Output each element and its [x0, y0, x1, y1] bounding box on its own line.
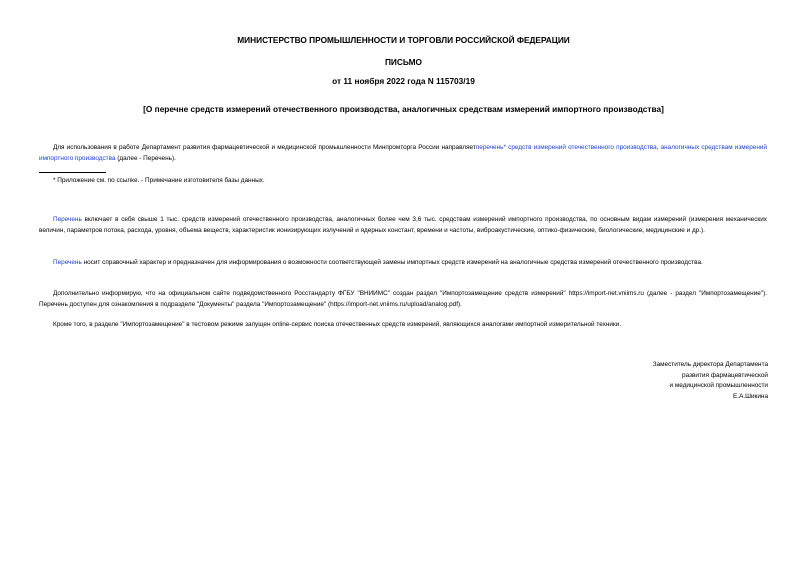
document-type: ПИСЬМО	[384, 57, 423, 67]
list-link[interactable]: перечень* средств измерений отечественного производства, аналогичных средствам измерений импортного производства	[39, 144, 767, 162]
paragraph-intro-text: Для использования в работе Департамент развития фармацевтической и медицинской промышленности Минпромторга России направляет	[53, 144, 476, 151]
paragraph-purpose-text: носит справочный характер и предназначен для информирования о возможности соответствующей замены импортных средств измерений на аналогичные средства измерений отечественного производства.	[81, 259, 703, 266]
paragraph-scope	[39, 215, 767, 236]
paragraph-website: Дополнительно информирую, что на официальном сайте подведомственного Росстандарту ФГБУ "ВНИИМС" создан раздел "Импортозамещение средств измерений" https://import-net.vniims.ru (далее - раздел "Импортозамещение"). Перечень доступен для ознакомления в подразделе "Документы" раздела "Импортозамещение" (https://import-net.vniims.ru/upload/analog.pdf).	[39, 290, 767, 308]
footnote: * Приложение см. по ссылке. - Примечание изготовителя базы данных.	[53, 177, 265, 184]
paragraph-online-service: Кроме того, в разделе "Импортозамещение" в тестовом режиме запущен online-сервис поиска отечественных средств измерений, являющихся аналогами импортной измерительной техники.	[53, 321, 622, 328]
paragraph-intro-tail: (далее - Перечень).	[115, 154, 176, 162]
ministry-title: МИНИСТЕРСТВО ПРОМЫШЛЕННОСТИ И ТОРГОВЛИ РОССИЙСКОЙ ФЕДЕРАЦИИ	[237, 35, 570, 45]
signature-block	[568, 360, 768, 402]
paragraph-scope-text: включает в себя свыше 1 тыс. средств измерений отечественного производства, аналогичных более чем 3,6 тыс. средствам измерений импортного производства, по основным видам измерений (измерения механических величин, параметров потока, расхода, уровня, объема веществ, характеристик ионизирующих излучений и ядерных констант, времени и частоты, виброакустические, оптико-физические, биологические, медицинские и др.).	[39, 216, 767, 234]
list-link-3[interactable]: Перечень	[53, 259, 82, 266]
signature-position-line2: развития фармацевтической	[682, 371, 768, 379]
paragraph-intro	[39, 143, 767, 164]
signature-position-line1: Заместитель директора Департамента	[652, 361, 768, 368]
footnote-divider	[39, 172, 106, 173]
document-subject: [О перечне средств измерений отечественного производства, аналогичных средствам измерений импортного производства]	[143, 104, 664, 114]
paragraph-purpose	[39, 258, 767, 269]
signature-position-line3: и медицинской промышленности	[669, 382, 768, 389]
document-date: от 11 ноября 2022 года N 115703/19	[332, 76, 475, 86]
signature-name: Е.А.Шикина	[733, 392, 768, 400]
list-link-2[interactable]: Перечень	[53, 216, 82, 223]
